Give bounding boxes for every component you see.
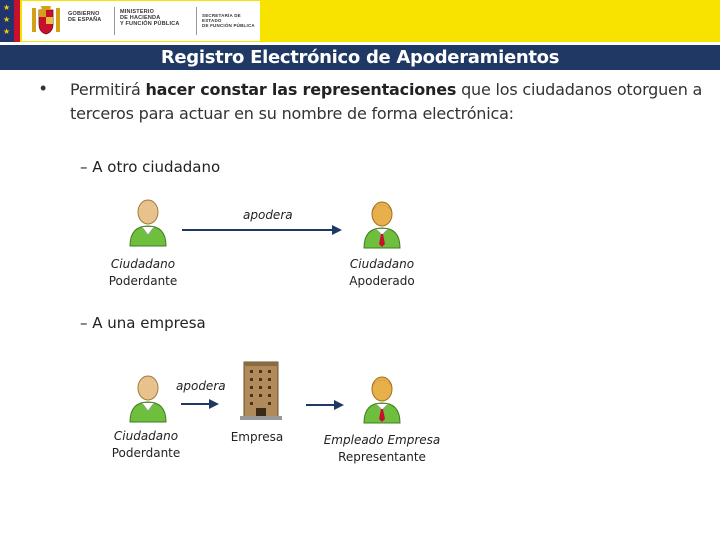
section1-right-label xyxy=(338,256,426,290)
person-young-icon xyxy=(362,198,402,250)
label-role: Empleado Empresa xyxy=(323,433,441,447)
section1-verb: apodera xyxy=(243,208,293,222)
label-role: Ciudadano xyxy=(110,257,176,271)
label-type: Apoderado xyxy=(349,274,415,288)
section2-arrow-1 xyxy=(181,398,221,410)
section2-arrow-2 xyxy=(306,399,346,411)
star-icon: ★ xyxy=(3,3,11,12)
building-icon xyxy=(240,358,282,420)
star-icon: ★ xyxy=(3,27,11,36)
label-type: Poderdante xyxy=(111,446,181,460)
org-separator xyxy=(196,7,197,35)
person-elder-icon xyxy=(128,372,168,424)
org-separator xyxy=(114,7,115,35)
spain-flag-strip xyxy=(14,0,20,42)
bullet-icon: • xyxy=(40,78,47,98)
section2-middle-label xyxy=(222,429,292,446)
org-ministerio: MINISTERIO DE HACIENDA Y FUNCIÓN PÚBLICA xyxy=(120,9,180,27)
label-type: Empresa xyxy=(230,430,284,444)
section1-arrow xyxy=(182,224,344,236)
bullet-text xyxy=(70,78,710,126)
coat-of-arms-icon xyxy=(30,4,62,38)
org-secretaria: SECRETARÍA DE ESTADO DE FUNCIÓN PÚBLICA xyxy=(202,13,255,28)
bullet-part1: Permitirá xyxy=(70,80,146,99)
page-title: Registro Electrónico de Apoderamientos xyxy=(160,47,560,68)
org-gobierno: GOBIERNO DE ESPAÑA xyxy=(68,11,102,23)
section2-right-label xyxy=(320,432,444,466)
person-young-icon xyxy=(362,373,402,425)
government-logo xyxy=(22,1,260,41)
section2-left-label xyxy=(102,428,190,462)
section1-heading: – A otro ciudadano xyxy=(80,158,221,176)
label-role: Ciudadano xyxy=(349,257,415,271)
bullet-part2: que los ciudadanos otorguen a terceros para actuar en su nombre de forma electrónica: xyxy=(70,80,703,123)
section2-verb: apodera xyxy=(176,379,226,393)
label-type: Poderdante xyxy=(108,274,178,288)
bullet-bold: hacer constar las representaciones xyxy=(145,80,457,99)
label-role: Ciudadano xyxy=(113,429,179,443)
star-icon: ★ xyxy=(3,15,11,24)
person-elder-icon xyxy=(128,196,168,248)
title-bar xyxy=(0,45,720,70)
section2-heading: – A una empresa xyxy=(80,314,206,332)
section1-left-label xyxy=(100,256,186,290)
label-type: Representante xyxy=(338,450,426,464)
